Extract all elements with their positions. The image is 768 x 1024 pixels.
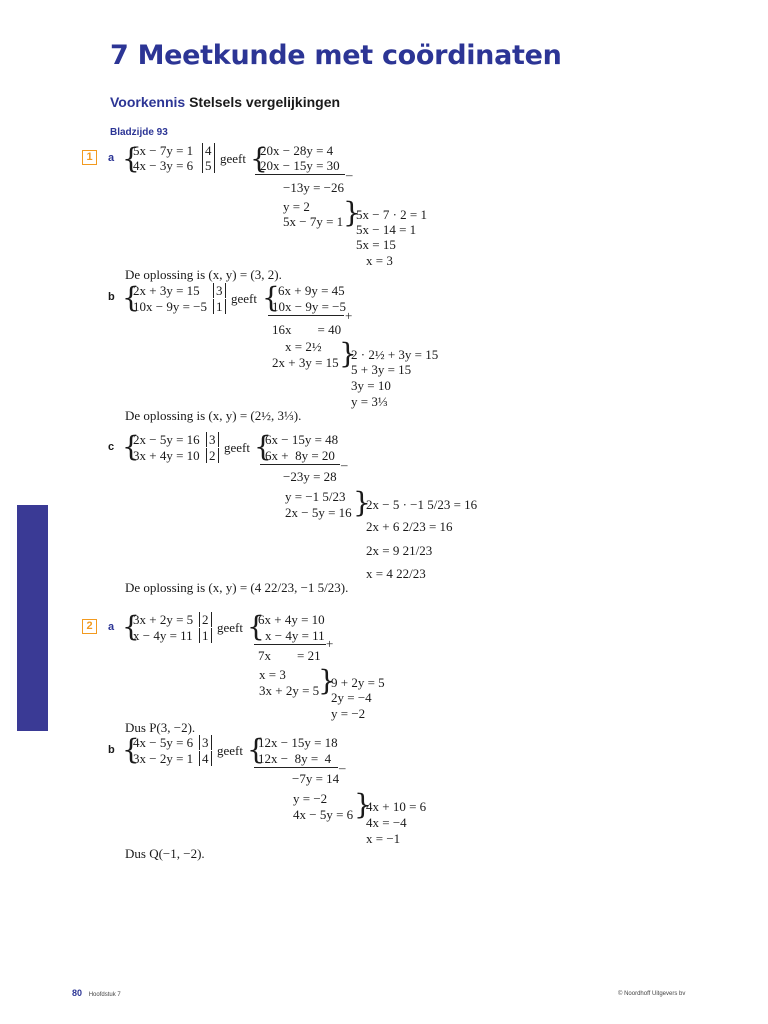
right-brace: } [353, 486, 371, 519]
step: y = −2 [331, 706, 366, 721]
equation: 3x − 2y = 1 [133, 751, 194, 766]
section-heading [110, 94, 340, 110]
operator: + [326, 636, 334, 651]
result: −13y = −26 [283, 180, 344, 195]
equation: 4x − 5y = 6 [133, 735, 194, 750]
geeft-word: geeft [224, 440, 250, 455]
multiplier: 3 [199, 735, 212, 750]
step: 5 + 3y = 15 [351, 362, 412, 377]
right-brace: } [318, 664, 336, 697]
multiplier: 2 [206, 448, 219, 463]
scaled-equation: 20x − 28y = 4 [260, 143, 334, 158]
multiplier: 2 [199, 612, 212, 627]
left-brace: { [254, 430, 272, 463]
exercise-number: 1 [82, 150, 97, 165]
substitution: y = −2 [293, 791, 328, 806]
left-brace: { [122, 610, 140, 643]
chapter-label: Hoofdstuk 7 [88, 992, 121, 998]
multiplier: 5 [202, 158, 215, 173]
geeft-word: geeft [231, 291, 257, 306]
part-label: a [108, 621, 115, 633]
left-brace: { [247, 610, 265, 643]
result: 16x = 40 [272, 322, 342, 337]
result: 7x = 21 [258, 648, 321, 663]
page-title: 7 Meetkunde met coördinaten [110, 40, 562, 71]
sum-line [260, 464, 340, 465]
multiplier: 3 [206, 432, 219, 447]
left-brace: { [122, 142, 140, 175]
multiplier: 4 [199, 751, 212, 766]
scaled-equation: 20x − 15y = 30 [260, 158, 340, 173]
step: x = 3 [366, 253, 393, 268]
scaled-equation: 6x + 9y = 45 [278, 283, 345, 298]
equation: 10x − 9y = −5 [133, 299, 207, 314]
left-brace: { [122, 733, 140, 766]
equation: 3x + 2y = 5 [133, 612, 194, 627]
substitution: 3x + 2y = 5 [259, 683, 320, 698]
equation: 2x + 3y = 15 [133, 283, 200, 298]
multiplier: 1 [213, 299, 226, 314]
right-brace: } [354, 788, 372, 821]
page-number: 80 [72, 988, 83, 998]
step: x = 4 22/23 [366, 566, 426, 581]
operator: – [346, 167, 353, 182]
footer-left [72, 988, 121, 998]
scaled-equation: 6x + 8y = 20 [265, 448, 335, 463]
scaled-equation: 6x + 4y = 10 [258, 612, 325, 627]
geeft-word: geeft [217, 620, 243, 635]
scaled-equation: 6x − 15y = 48 [265, 432, 339, 447]
part-label: c [108, 441, 115, 453]
sum-line [268, 315, 344, 316]
geeft-word: geeft [217, 743, 243, 758]
part-label: b [108, 744, 115, 756]
left-brace: { [247, 733, 265, 766]
step: 3y = 10 [351, 378, 391, 393]
equation: 4x − 3y = 6 [133, 158, 194, 173]
result: −23y = 28 [283, 469, 337, 484]
multiplier: 1 [199, 628, 212, 643]
section-title: Stelsels vergelijkingen [189, 94, 341, 110]
sum-line [255, 174, 345, 175]
scaled-equation: 10x − 9y = −5 [272, 299, 346, 314]
part-label: b [108, 291, 115, 303]
equation: x − 4y = 11 [133, 628, 193, 643]
substitution: x = 2½ [285, 339, 322, 354]
result: −7y = 14 [292, 771, 340, 786]
substitution: 4x − 5y = 6 [293, 807, 354, 822]
equation: 5x − 7y = 1 [133, 143, 194, 158]
conclusion: De oplossing is (x, y) = (3, 2). [125, 267, 282, 282]
sum-line [254, 644, 326, 645]
left-brace: { [262, 281, 280, 314]
operator: – [341, 457, 348, 472]
step: 5x = 15 [356, 237, 396, 252]
scaled-equation: 12x − 8y = 4 [258, 751, 332, 766]
step: 2x + 6 2/23 = 16 [366, 519, 453, 534]
sidebar-tab [17, 505, 48, 731]
step: 5x − 14 = 1 [356, 222, 417, 237]
substitution: y = 2 [283, 199, 310, 214]
step: 2x − 5 · −1 5/23 = 16 [366, 497, 478, 512]
substitution: 2x + 3y = 15 [272, 355, 339, 370]
substitution: 2x − 5y = 16 [285, 505, 352, 520]
left-brace: { [122, 281, 140, 314]
equation: 2x − 5y = 16 [133, 432, 200, 447]
right-brace: } [343, 196, 361, 229]
substitution: x = 3 [259, 667, 286, 682]
step: 4x = −4 [366, 815, 407, 830]
equation: 3x + 4y = 10 [133, 448, 200, 463]
substitution: y = −1 5/23 [285, 489, 346, 504]
part-label: a [108, 152, 115, 164]
step: x = −1 [366, 831, 401, 846]
right-brace: } [339, 337, 357, 370]
conclusion: Dus Q(−1, −2). [125, 846, 205, 861]
step: 2y = −4 [331, 690, 372, 705]
sum-line [254, 767, 338, 768]
operator: + [345, 308, 353, 323]
page-reference: Bladzijde 93 [110, 127, 168, 138]
left-brace: { [250, 142, 268, 175]
step: y = 3⅓ [351, 394, 388, 409]
section-prefix: Voorkennis [110, 94, 186, 110]
copyright: © Noordhoff Uitgevers bv [618, 991, 686, 997]
left-brace: { [122, 430, 140, 463]
step: 5x − 7 · 2 = 1 [356, 207, 427, 222]
step: 4x + 10 = 6 [366, 799, 427, 814]
multiplier: 3 [213, 283, 226, 298]
scaled-equation: 12x − 15y = 18 [258, 735, 338, 750]
step: 2x = 9 21/23 [366, 543, 433, 558]
exercise-number: 2 [82, 619, 97, 634]
conclusion: Dus P(3, −2). [125, 720, 196, 735]
step: 9 + 2y = 5 [331, 675, 385, 690]
multiplier: 4 [202, 143, 215, 158]
substitution: 5x − 7y = 1 [283, 214, 344, 229]
operator: – [339, 760, 346, 775]
step: 2 · 2½ + 3y = 15 [351, 347, 439, 362]
scaled-equation: x − 4y = 11 [265, 628, 325, 643]
geeft-word: geeft [220, 151, 246, 166]
conclusion: De oplossing is (x, y) = (4 22/23, −1 5/23). [125, 580, 349, 595]
conclusion: De oplossing is (x, y) = (2½, 3⅓). [125, 408, 302, 423]
